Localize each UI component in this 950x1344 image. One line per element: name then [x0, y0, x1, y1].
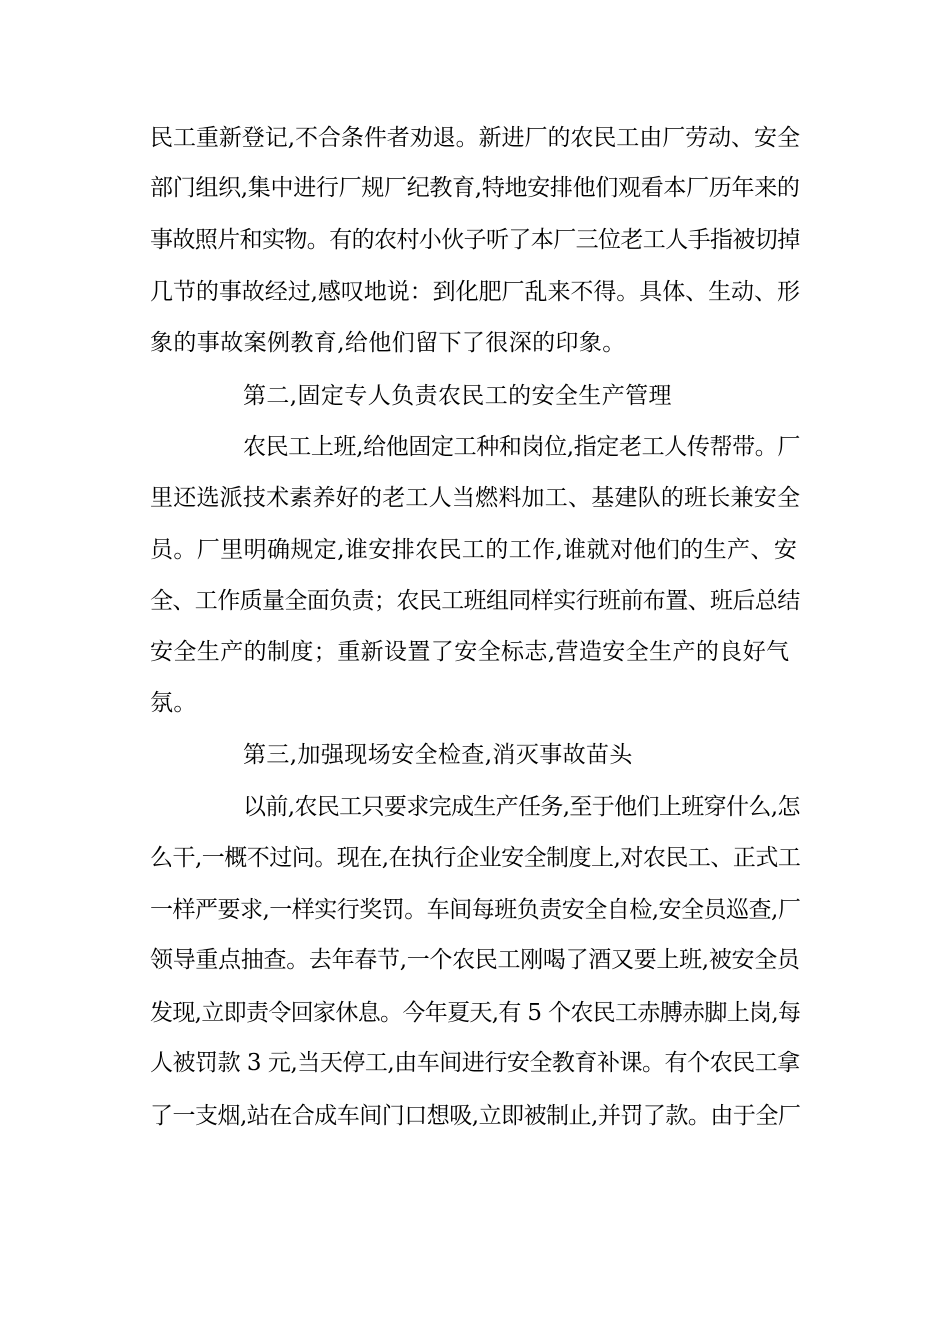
- text-line: 事故照片和实物。有的农村小伙子听了本厂三位老工人手指被切掉: [150, 227, 800, 253]
- text-line: 一样严要求,一样实行奖罚。车间每班负责安全自检,安全员巡查,厂: [150, 897, 801, 923]
- section-heading: 第三,加强现场安全检查,消灭事故苗头: [243, 742, 633, 768]
- text-line: 里还选派技术素养好的老工人当燃料加工、基建队的班长兼安全: [150, 485, 801, 511]
- paragraph-first-line: 以前,农民工只要求完成生产任务,至于他们上班穿什么,怎: [243, 794, 800, 820]
- text-line: 员。厂里明确规定,谁安排农民工的工作,谁就对他们的生产、安: [150, 537, 798, 563]
- text-line: 了一支烟,站在合成车间门口想吸,立即被制止,并罚了款。由于全厂: [150, 1103, 801, 1129]
- text-line: 发现,立即责令回家休息。今年夏天,有 5 个农民工赤膊赤脚上岗,每: [150, 1000, 801, 1026]
- section-heading: 第二,固定专人负责农民工的安全生产管理: [243, 383, 672, 409]
- text-line: 人被罚款 3 元,当天停工,由车间进行安全教育补课。有个农民工拿: [150, 1050, 800, 1076]
- text-line: 安全生产的制度；重新设置了安全标志,营造安全生产的良好气: [150, 639, 790, 665]
- text-line: 民工重新登记,不合条件者劝退。新进厂的农民工由厂劳动、安全: [150, 125, 800, 151]
- text-line: 几节的事故经过,感叹地说：到化肥厂乱来不得。具体、生动、形: [150, 279, 800, 305]
- text-line: 象的事故案例教育,给他们留下了很深的印象。: [150, 330, 626, 356]
- text-line: 全、工作质量全面负责；农民工班组同样实行班前布置、班后总结: [150, 588, 800, 614]
- text-line: 部门组织,集中进行厂规厂纪教育,特地安排他们观看本厂历年来的: [150, 175, 800, 201]
- paragraph-first-line: 农民工上班,给他固定工种和岗位,指定老工人传帮带。厂: [243, 434, 801, 460]
- text-line: 氛。: [150, 690, 197, 716]
- text-line: 领导重点抽查。去年春节,一个农民工刚喝了酒又要上班,被安全员: [150, 947, 800, 973]
- text-line: 么干,一概不过问。现在,在执行企业安全制度上,对农民工、正式工: [150, 845, 801, 871]
